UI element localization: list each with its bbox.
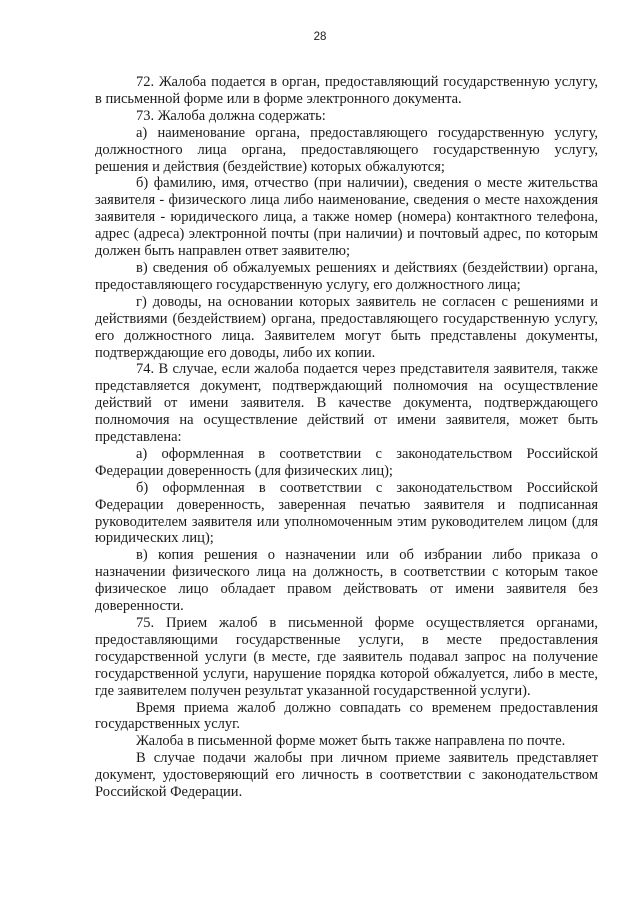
- paragraph-74-a: а) оформленная в соответствии с законодательством Российской Федерации доверенность (для физических лиц);: [95, 445, 598, 479]
- paragraph-74-b: б) оформленная в соответствии с законодательством Российской Федерации доверенность, заверенная печатью заявителя и подписанная руководителем заявителя или уполномоченным этим руководителем лицом (для юридических лиц);: [95, 479, 598, 547]
- paragraph-73: 73. Жалоба должна содержать:: [136, 107, 326, 124]
- paragraph-75-post: Жалоба в письменной форме может быть также направлена по почте.: [136, 733, 566, 750]
- page-number: 28: [313, 31, 327, 43]
- paragraph-73-v: в) сведения об обжалуемых решениях и действиях (бездействии) органа, предоставляющего государственную услугу, его должностного лица;: [95, 259, 598, 293]
- paragraph-75-personal: В случае подачи жалобы при личном приеме заявитель представляет документ, удостоверяющий его личность в соответствии с законодательством Российской Федерации.: [95, 750, 598, 801]
- paragraph-73-g: г) доводы, на основании которых заявитель не согласен с решениями и действиями (бездействием) органа, предоставляющего государственную услугу, его должностного лица. Заявителем могут быть представлены документы, подтверждающие его доводы, либо их копии.: [95, 293, 598, 361]
- paragraph-73-a: а) наименование органа, предоставляющего государственную услугу, должностного лица органа, предоставляющего государственную услугу, решения и действия (бездействие) которых обжалуются;: [95, 124, 598, 175]
- paragraph-74-v: в) копия решения о назначении или об избрании либо приказа о назначении физического лица на должность, в соответствии с которым такое физическое лицо обладает правом действовать от имени заявителя без доверенности.: [95, 547, 598, 615]
- paragraph-74: 74. В случае, если жалоба подается через представителя заявителя, также представляется документ, подтверждающий полномочия на осуществление действий от имени заявителя. В качестве документа, подтверждающего полномочия на осуществление действий от имени заявителя, может быть представлена:: [95, 361, 598, 446]
- paragraph-72: 72. Жалоба подается в орган, предоставляющий государственную услугу, в письменной форме или в форме электронного документа.: [95, 74, 598, 107]
- paragraph-75-time: Время приема жалоб должно совпадать со временем предоставления государственных услуг.: [95, 699, 598, 733]
- document-body: [95, 74, 598, 801]
- paragraph-75: 75. Прием жалоб в письменной форме осуществляется органами, предоставляющими государственные услуги, в месте предоставления государственной услуги (в месте, где заявитель подавал запрос на получение государственной услуги, нарушение порядка которой обжалуется, либо в месте, где заявителем получен результат указанной государственной услуги).: [95, 615, 598, 699]
- paragraph-73-b: б) фамилию, имя, отчество (при наличии), сведения о месте жительства заявителя - физического лица либо наименование, сведения о месте нахождения заявителя - юридического лица, а также номер (номера) контактного телефона, адрес (адреса) электронной почты (при наличии) и почтовый адрес, по которым должен быть направлен ответ заявителю;: [95, 175, 598, 260]
